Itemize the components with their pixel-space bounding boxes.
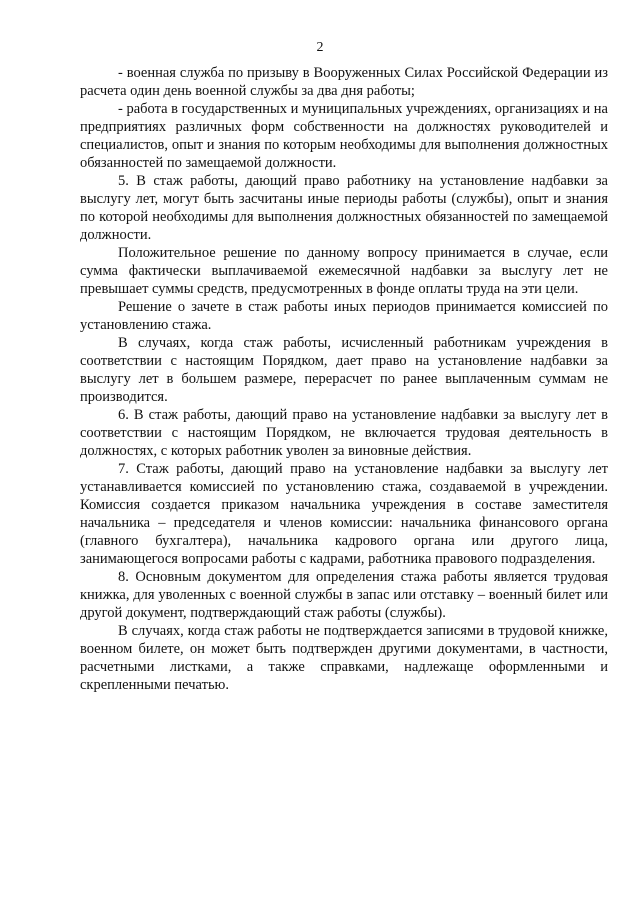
paragraph-positive-decision: Положительное решение по данному вопросу принимается в случае, если сумма фактически выплачиваемой ежемесячной надбавки за выслугу лет не превышает суммы средств, предусмотренных в фонде оплаты труда на эти цели. — [80, 245, 608, 297]
paragraph-recalculation: В случаях, когда стаж работы, исчисленный работникам учреждения в соответствии с настоящим Порядком, дает право на установление надбавки за выслугу лет в большем размере, перерасчет по ранее выплаченным суммам не производится. — [80, 335, 608, 405]
paragraph-item-7: 7. Стаж работы, дающий право на установление надбавки за выслугу лет устанавливается комиссией по установлению стажа, создаваемой в учреждении. Комиссия создается приказом начальника учреждения в составе заместителя начальника – председателя и членов комиссии: начальника финансового органа (главного бухгалтера), начальника кадрового органа или другого лица, занимающегося вопросами работы с кадрами, работника правового подразделения. — [80, 461, 608, 567]
paragraph-other-documents: В случаях, когда стаж работы не подтверждается записями в трудовой книжке, военном билете, он может быть подтвержден другими документами, в частности, расчетными листками, а также справками, надлежаще оформленными и скрепленными печатью. — [80, 623, 608, 693]
paragraph-state-institutions: - работа в государственных и муниципальных учреждениях, организациях и на предприятиях различных форм собственности на должностях руководителей и специалистов, опыт и знания по которым необходимы для выполнения должностных обязанностей по замещаемой должности. — [80, 101, 608, 171]
paragraph-item-5: 5. В стаж работы, дающий право работнику на установление надбавки за выслугу лет, могут быть засчитаны иные периоды работы (службы), опыт и знания по которой необходимы для выполнения должностных обязанностей по замещаемой должности. — [80, 173, 608, 243]
paragraph-commission-decision: Решение о зачете в стаж работы иных периодов принимается комиссией по установлению стажа. — [80, 299, 608, 333]
document-body — [80, 64, 608, 694]
paragraph-military-service: - военная служба по призыву в Вооруженных Силах Российской Федерации из расчета один день военной службы за два дня работы; — [80, 65, 608, 99]
paragraph-item-8: 8. Основным документом для определения стажа работы является трудовая книжка, для уволенных с военной службы в запас или отставку – военный билет или другой документ, подтверждающий стаж работы (службы). — [80, 569, 608, 621]
paragraph-item-6: 6. В стаж работы, дающий право на установление надбавки за выслугу лет в соответствии с настоящим Порядком, не включается трудовая деятельность в должностях, с которых работник уволен за виновные действия. — [80, 407, 608, 459]
page-number: 2 — [316, 40, 324, 55]
